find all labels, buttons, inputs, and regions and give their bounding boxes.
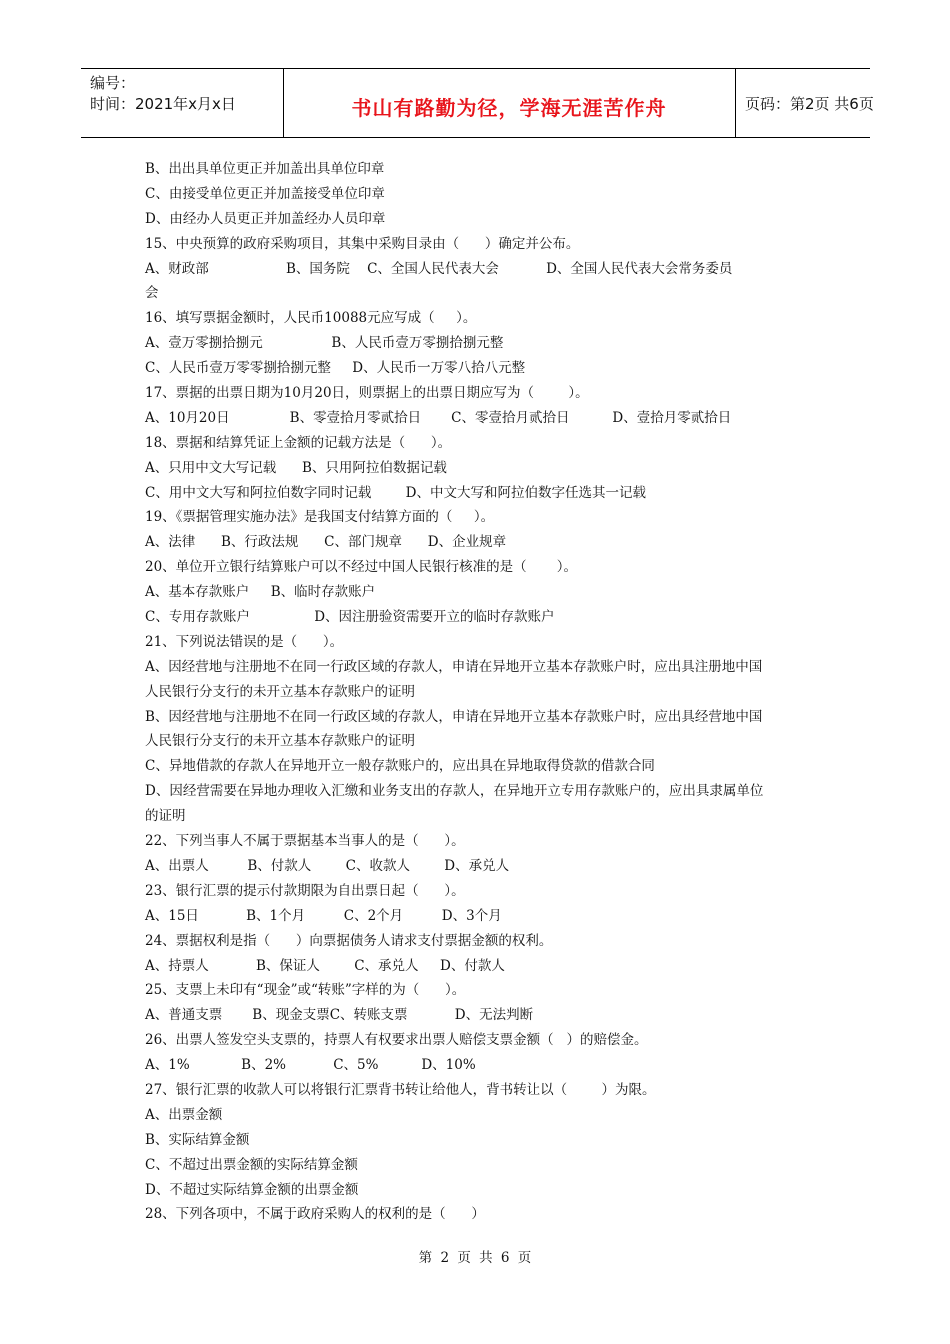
text-line: 16、填写票据金额时，人民币10088元应写成（ ）。: [145, 310, 477, 327]
text-line: 15、中央预算的政府采购项目，其集中采购目录由（ ）确定并公布。: [145, 235, 580, 252]
text-line: 20、单位开立银行结算账户可以不经过中国人民银行核准的是（ ）。: [145, 559, 577, 576]
text-line: A、财政部 B、国务院 C、全国人民代表大会 D、全国人民代表大会常务委员: [145, 260, 733, 277]
text-line: 会: [145, 285, 159, 302]
text-line: C、专用存款账户 D、因注册验资需要开立的临时存款账户: [145, 609, 555, 626]
text-line: A、出票人 B、付款人 C、收款人 D、承兑人: [145, 857, 510, 874]
text-line: A、只用中文大写记载 B、只用阿拉伯数据记载: [145, 459, 447, 476]
text-line: 17、票据的出票日期为10月20日，则票据上的出票日期应写为（ ）。: [145, 385, 589, 402]
text-line: 26、出票人签发空头支票的，持票人有权要求出票人赔偿支票金额（ ）的赔偿金。: [145, 1032, 648, 1049]
number-label: 编号：: [90, 74, 136, 92]
text-line: 27、银行汇票的收款人可以将银行汇票背书转让给他人，背书转让以（ ）为限。: [145, 1081, 656, 1098]
text-line: B、出出具单位更正并加盖出具单位印章: [145, 161, 385, 177]
page-header: [81, 68, 874, 138]
text-line: C、由接受单位更正并加盖接受单位印章: [145, 185, 385, 202]
header-left-cell: [81, 69, 284, 137]
text-line: B、因经营地与注册地不在同一行政区域的存款人，申请在异地开立基本存款账户时，应出具经营地中国: [145, 708, 763, 725]
text-line: A、持票人 B、保证人 C、承兑人 D、付款人: [145, 957, 505, 974]
text-line: D、因经营需要在异地办理收入汇缴和业务支出的存款人，在异地开立专用存款账户的，应出具隶属单位: [145, 783, 764, 800]
text-line: 19、《票据管理实施办法》是我国支付结算方面的（ ）。: [145, 509, 495, 526]
time-label: 时间：2021年x月x日: [90, 95, 236, 113]
page-footer: 第 2 页 共 6 页: [418, 1250, 532, 1266]
text-line: C、人民币壹万零零捌拾捌元整 D、人民币一万零八拾八元整: [145, 360, 526, 377]
text-line: A、15日 B、1个月 C、2个月 D、3个月: [145, 907, 502, 924]
text-line: A、壹万零捌拾捌元 B、人民币壹万零捌拾捌元整: [145, 335, 504, 352]
text-line: A、普通支票 B、现金支票C、转账支票 D、无法判断: [145, 1007, 534, 1024]
text-line: D、不超过实际结算金额的出票金额: [145, 1181, 359, 1198]
text-line: A、出票金额: [145, 1106, 223, 1123]
text-line: C、不超过出票金额的实际结算金额: [145, 1156, 358, 1173]
text-line: A、法律 B、行政法规 C、部门规章 D、企业规章: [145, 534, 507, 551]
text-line: 28、下列各项中，不属于政府采购人的权利的是（ ）: [145, 1206, 485, 1223]
text-line: 21、下列说法错误的是（ ）。: [145, 633, 344, 650]
text-line: A、因经营地与注册地不在同一行政区域的存款人，申请在异地开立基本存款账户时，应出具注册地中国: [145, 658, 763, 675]
text-line: 的证明: [145, 808, 186, 825]
header-motto-cell: [283, 69, 736, 137]
text-line: D、由经办人员更正并加盖经办人员印章: [145, 210, 386, 227]
text-line: 人民银行分支行的未开立基本存款账户的证明: [145, 683, 415, 700]
motto: 书山有路勤为径，学海无涯苦作舟: [351, 96, 667, 120]
header-pagecode-cell: [735, 69, 874, 137]
document-body: [145, 157, 805, 1227]
text-line: 18、票据和结算凭证上金额的记载方法是（ ）。: [145, 434, 452, 451]
text-line: A、1% B、2% C、5% D、10%: [145, 1057, 476, 1074]
text-line: C、用中文大写和阿拉伯数字同时记载 D、中文大写和阿拉伯数字任选其一记载: [145, 484, 646, 501]
text-line: 25、支票上未印有“现金”或“转账”字样的为（ ）。: [145, 982, 466, 999]
text-line: 22、下列当事人不属于票据基本当事人的是（ ）。: [145, 833, 465, 850]
text-line: 24、票据权利是指（ ）向票据债务人请求支付票据金额的权利。: [145, 932, 553, 949]
text-line: A、10月20日 B、零壹拾月零贰拾日 C、零壹拾月贰拾日 D、壹拾月零贰拾日: [145, 409, 732, 426]
text-line: A、基本存款账户 B、临时存款账户: [145, 584, 376, 601]
text-line: C、异地借款的存款人在异地开立一般存款账户的，应出具在异地取得贷款的借款合同: [145, 758, 655, 775]
text-line: 23、银行汇票的提示付款期限为自出票日起（ ）。: [145, 882, 465, 899]
text-line: 人民银行分支行的未开立基本存款账户的证明: [145, 733, 415, 750]
page-code: 页码：第2页 共6页: [745, 95, 874, 113]
text-line: B、实际结算金额: [145, 1131, 250, 1148]
